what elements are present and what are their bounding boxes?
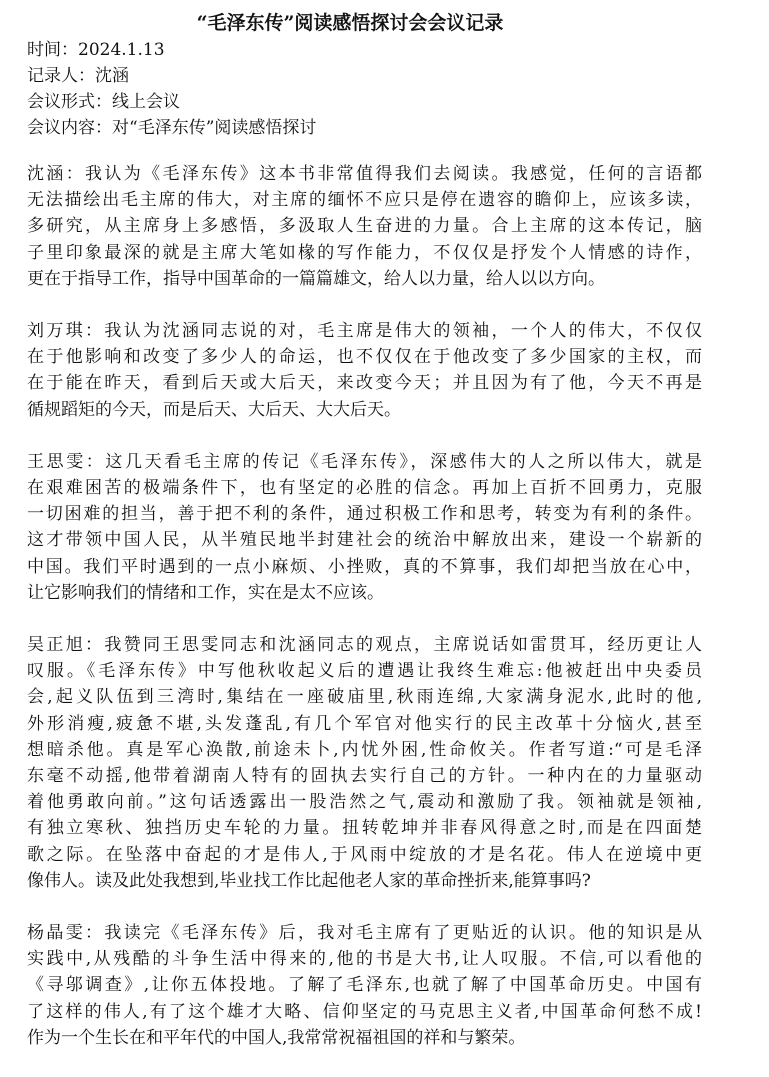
paragraph-line: 在于他影响和改变了多少人的命运，也不仅仅在于他改变了多少国家的主权，而 <box>27 347 702 368</box>
paragraph-line: 子里印象最深的就是主席大笔如椽的写作能力，不仅仅是抒发个人情感的诗作， <box>27 242 702 263</box>
meeting-format: 会议形式：线上会议 <box>27 92 180 112</box>
paragraph-line: 叹服。《毛泽东传》中写他秋收起义后的遭遇让我终生难忘:他被赶出中央委员 <box>27 661 702 682</box>
paragraph-line: 吴正旭：我赞同王思雯同志和沈涵同志的观点，主席说话如雷贯耳，经历更让人 <box>27 635 702 656</box>
paragraph-line: 了这样的伟人,有了这个雄才大略、信仰坚定的马克思主义者,中国革命何愁不成! <box>27 1001 702 1022</box>
meeting-meta <box>27 37 316 141</box>
paragraph-line: 有独立寒秋、独挡历史车轮的力量。扭转乾坤并非春风得意之时,而是在四面楚 <box>27 818 702 839</box>
paragraph-line: 着他勇敢向前。”这句话透露出一股浩然之气,震动和激励了我。领袖就是领袖, <box>27 792 702 813</box>
paragraph-line: 作为一个生长在和平年代的中国人,我常常祝福祖国的祥和与繁荣。 <box>27 1027 526 1048</box>
paragraph-line: 多研究，从主席身上多感悟，多汲取人生奋进的力量。合上主席的这本传记，脑 <box>27 216 702 237</box>
paragraph-line: 杨晶雯：我读完《毛泽东传》后，我对毛主席有了更贴近的认识。他的知识是从 <box>27 923 702 944</box>
paragraph-line: 《寻邬调查》,让你五体投地。了解了毛泽东,也就了解了中国革命历史。中国有 <box>27 975 702 996</box>
paragraph-line: 会,起义队伍到三湾时,集结在一座破庙里,秋雨连绵,大家满身泥水,此时的他, <box>27 687 702 708</box>
paragraph-line: 歌之际。在坠落中奋起的才是伟人,于风雨中绽放的才是名花。伟人在逆境中更 <box>27 844 702 865</box>
paragraph-line: 在艰难困苦的极端条件下，也有坚定的必胜的信念。再加上百折不回勇力，克服 <box>27 478 702 499</box>
paragraph-line: 沈涵：我认为《毛泽东传》这本书非常值得我们去阅读。我感觉，任何的言语都 <box>27 164 702 184</box>
paragraph-line: 在于能在昨天，看到后天或大后天，来改变今天；并且因为有了他，今天不再是 <box>27 373 702 394</box>
paragraph-line: 实践中,从残酷的斗争生活中得来的,他的书是大书,让人叹服。不信,可以看他的 <box>27 949 702 970</box>
paragraph-line: 这才带领中国人民，从半殖民地半封建社会的统治中解放出来，建设一个崭新的 <box>27 530 702 551</box>
meeting-time: 时间：2024.1.13 <box>27 40 165 60</box>
paragraph-line: 一切困难的担当，善于把不利的条件，通过积极工作和思考，转变为有利的条件。 <box>27 504 702 525</box>
speaker-paragraph-yang-jingwen <box>27 920 702 1051</box>
paragraph-line: 像伟人。读及此处我想到,毕业找工作比起他老人家的革命挫折来,能算事吗? <box>27 870 591 891</box>
speaker-paragraph-liu-wanqi <box>27 318 702 423</box>
document-title: “毛泽东传”阅读感悟探讨会会议记录 <box>196 12 504 34</box>
paragraph-line: 中国。我们平时遇到的一点小麻烦、小挫败，真的不算事，我们却把当放在心中， <box>27 556 702 577</box>
meeting-notes <box>27 161 702 1077</box>
paragraph-line: 东毫不动摇,他带着湖南人特有的固执去实行自己的方针。一种内在的力量驱动 <box>27 766 702 787</box>
meeting-recorder: 记录人：沈涵 <box>27 66 129 86</box>
paragraph-line: 王思雯：这几天看毛主席的传记《毛泽东传》，深感伟大的人之所以伟大，就是 <box>27 451 702 472</box>
paragraph-line: 让它影响我们的情绪和工作，实在是太不应该。 <box>27 582 384 603</box>
speaker-paragraph-wu-zhengxu <box>27 632 702 894</box>
paragraph-line: 刘万琪：我认为沈涵同志说的对，毛主席是伟大的领袖，一个人的伟大，不仅仅 <box>27 321 702 342</box>
speaker-paragraph-shen-han <box>27 161 702 292</box>
paragraph-line: 循规蹈矩的今天，而是后天、大后天、大大后天。 <box>27 399 401 420</box>
meeting-content: 会议内容：对“毛泽东传”阅读感悟探讨 <box>27 118 317 138</box>
paragraph-line: 更在于指导工作，指导中国革命的一篇篇雄文，给人以力量，给人以以方向。 <box>27 268 605 289</box>
paragraph-line: 外形消瘦,疲惫不堪,头发蓬乱,有几个军官对他实行的民主改革十分恼火,甚至 <box>27 713 702 734</box>
speaker-paragraph-wang-siwen <box>27 449 702 606</box>
paragraph-line: 无法描绘出毛主席的伟大，对主席的缅怀不应只是停在遗容的瞻仰上，应该多读， <box>27 190 702 211</box>
paragraph-line: 想暗杀他。真是军心涣散,前途未卜,内忧外困,性命攸关。作者写道:“可是毛泽 <box>27 739 702 760</box>
